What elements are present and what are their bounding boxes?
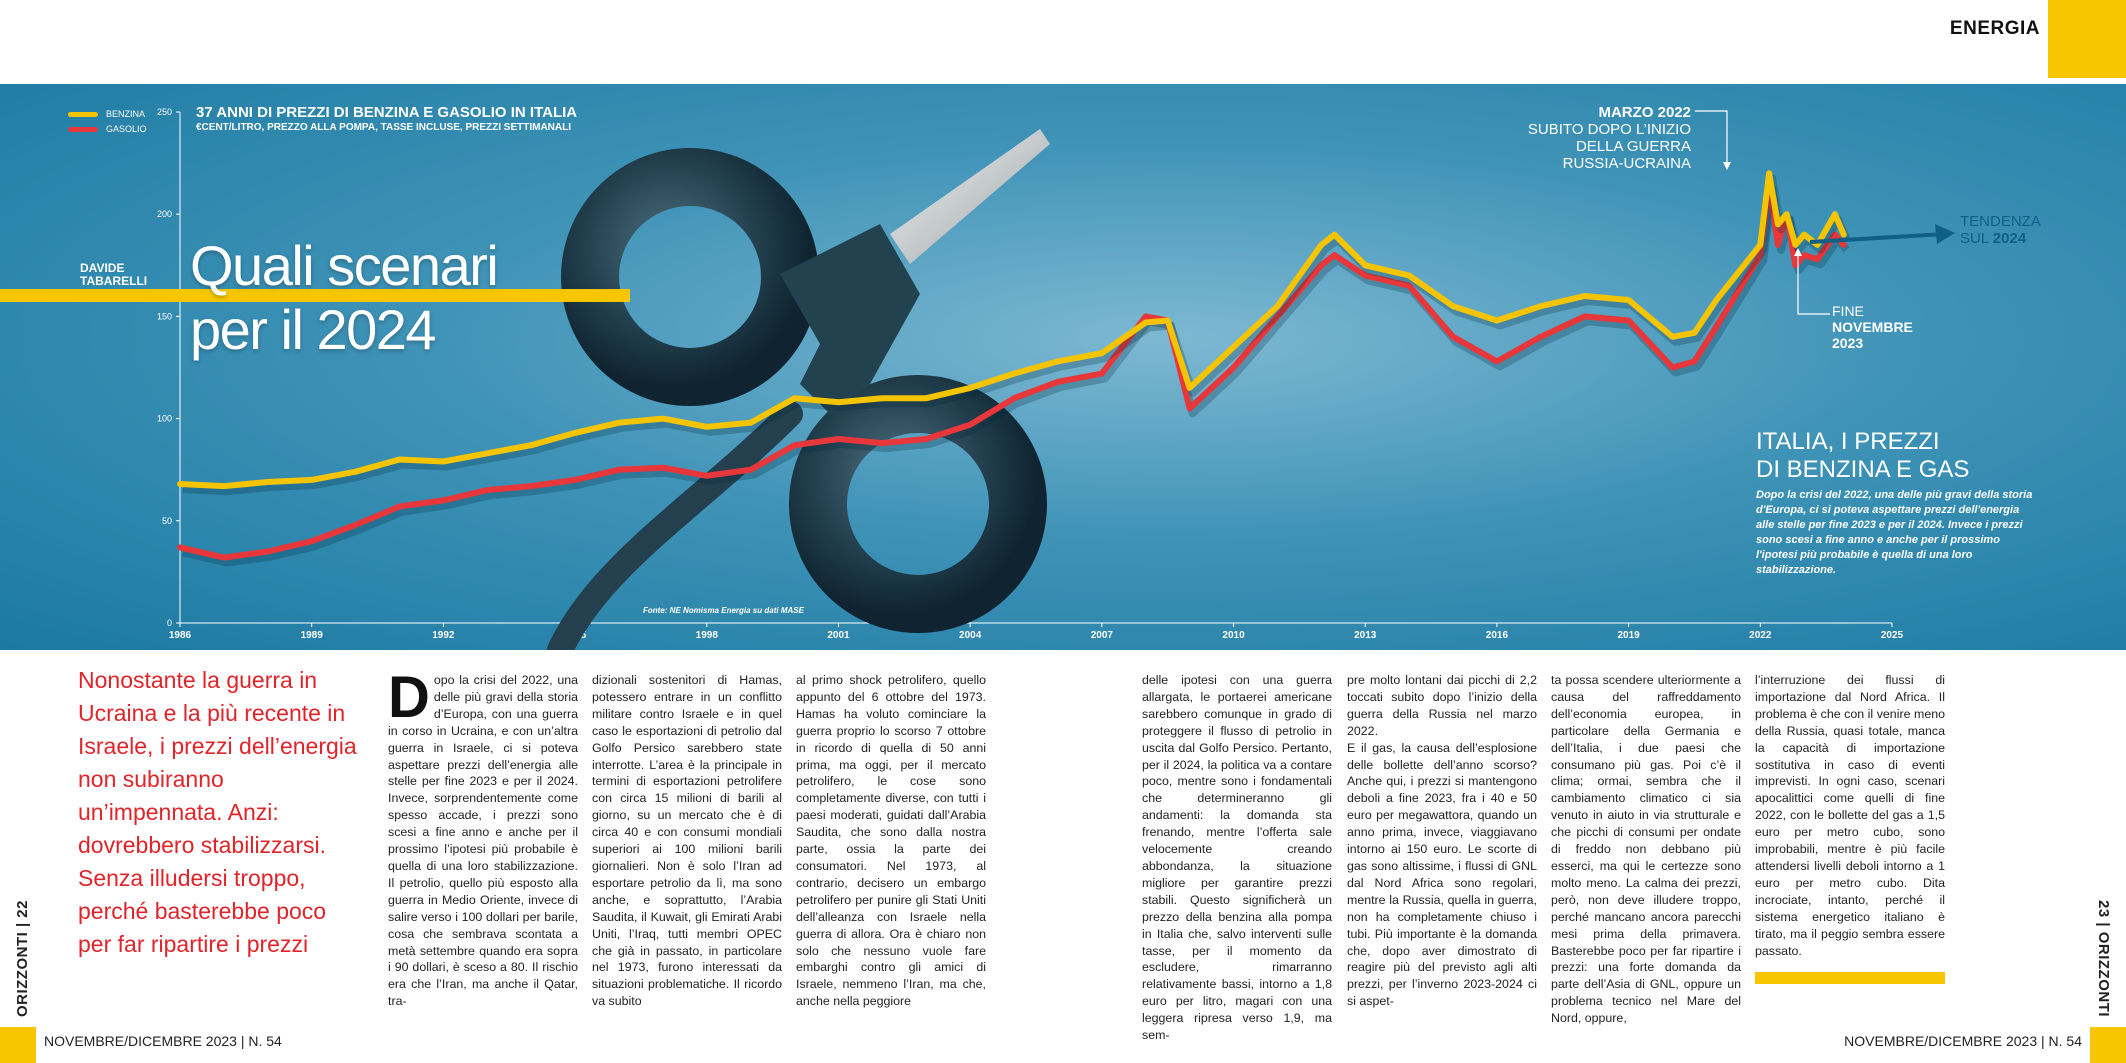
body-column-6: ta possa scendere ulteriormente a causa del raffreddamento dell’economia europea, in particolare della Germania e dell’Italia, i due paesi che consumano più gas. Poi c’è il clima; ormai, sembra che il cambiamento climatico ci sia venuto in aiuto in via strutturale e che picchi di consumi per ondate di freddo non debbano più esserci, ma qui le certezze sono molto meno. La calma dei prezzi, però, non deve illudere troppo, perché mancano ancora parecchi mesi prima della primavera. Basterebbe poco per far ripartire i prezzi: una forte domanda da parte dell’Asia di GNL, oppure un problema tecnico nel Mare del Nord, oppure, [1551, 673, 1741, 1026]
sidebar-text: Dopo la crisi del 2022, una delle più gravi della storia d'Europa, ci si poteva aspettare prezzi dell'energia alle stelle per fine 2023 e per il 2024. Invece i prezzi sono scesi a fine anno e anche per il prossimo l'ipotesi più probabile è quella di una loro stabilizzazione. [1756, 489, 2033, 576]
x-tick-label: 2016 [1485, 630, 1509, 641]
marzo-leader-line [1695, 111, 1727, 164]
annotation-fine-line-2: NOVEMBRE [1832, 319, 1913, 335]
body-column-4: delle ipotesi con una guerra allargata, le portaerei americane sarebbero comunque in grado di proteggere il flusso di petrolio in uscita dal Golfo Persico. Pertanto, per il 2024, la politica va a contare poco, mentre sono i fondamentali che determineranno gli andamenti: la domanda sta frenando, mentre l’offerta sale velocemente creando abbondanza, la situazione migliore per garantire prezzi stabili. Questo significherà un prezzo della benzina alla pompa in Italia che, salvo interventi sulle tasse, per il momento da escludere, rimarranno relativamente bassi, intorno a 1,8 euro per litro, magari con una leggera ripresa verso 1,9, ma sem- [1142, 673, 1332, 1043]
body-column-7: l’interruzione dei flussi di importazione dal Nord Africa. Il problema è che con il venire meno della Russia, quasi totale, manca la capacità di importazione sostitutiva in caso di eventi imprevisti. In ogni caso, scenari apocalittici come quelli di fine 2022, con le bollette del gas a 1,5 euro per metro cubo, sono improbabili, mentre è più facile attendersi livelli deboli intorno a 1 euro per metro cubo. Dita incrociate, intanto, perché il sistema energetico italiano è tirato, ma il peggio sembra essere passato. [1755, 673, 1945, 958]
x-tick-label: 1998 [695, 630, 718, 641]
annotation-fine-line-3: 2023 [1832, 335, 1864, 351]
legend-swatch-gasolio [68, 127, 98, 132]
x-tick-label: 2010 [1222, 630, 1245, 641]
section-label: ENERGIA [1949, 18, 2040, 39]
annotation-tendenza-line-1: TENDENZA [1960, 213, 2041, 230]
body-column-1-text: opo la crisi del 2022, una delle più gravi della storia d’Europa, con una guerra in corso in Ucraina, e con un’altra guerra in Israele, ci si poteva aspettare prezzi dell’energia alle stelle per fine 2023 e per il 2024. Invece, sorprendentemente come spesso accade, i prezzi sono scesi a fine anno e anche per il prossimo l’ipotesi più probabile è quella di una loro stabilizzazione. Il petrolio, quello più esposto alla guerra in Medio Oriente, invece di salire verso i 100 dollari per barile, cosa che sembrava scontata a metà settembre quando era sopra i 90 dollari, è sceso a 80. Il rischio era che l’Iran, ma anche il Qatar, tra- [388, 673, 578, 1009]
legend-item-benzina [68, 109, 145, 119]
x-tick-label: 2019 [1617, 630, 1640, 641]
annotation-tendenza-year: 2024 [1992, 230, 2027, 247]
tyre-illustration-top [590, 177, 790, 377]
chart-source: Fonte: NE Nomisma Energia su dati MASE [643, 606, 804, 615]
column-end-bar [1755, 972, 1945, 984]
x-tick-label: 1986 [168, 630, 192, 641]
body-column-5: pre molto lontani dai picchi di 2,2 toccati subito dopo l’inizio della guerra della Russia nel marzo 2022. E il gas, la causa dell’esplosione delle bollette dell’anno scorso? Anche qui, i prezzi si mantengono deboli a fine 2023, fra i 40 e 50 euro per megawattora, quando un anno prima, invece, viaggiavano intorno ai 150 euro. Le scorte di gas sono altissime, i flussi di GNL dal Nord Africa sono regolari, mentre la Russia, quella in guerra, non ha completamente chiuso i tubi. Più importante è la domanda che, dopo aver dimostrato di reagire più del previsto agli alti prezzi, per l’inverno 2023-2024 ci si aspet- [1347, 673, 1537, 1009]
annotation-marzo-line-1: SUBITO DOPO L’INIZIO [1527, 121, 1691, 138]
y-tick-label: 100 [156, 413, 172, 424]
author-name: DAVIDE TABARELLI [80, 261, 148, 288]
lede-paragraph: Nonostante la guerra in Ucraina e la più recente in Israele, i prezzi dell’energia non subiranno un’impennata. Anzi: dovrebbero stabilizzarsi. Senza illudersi troppo, perché basterebbe poco per far ripartire i prezzi [78, 667, 357, 957]
y-tick-label: 50 [161, 515, 172, 526]
dropcap: D [388, 665, 430, 730]
x-tick-label: 2022 [1749, 630, 1772, 641]
footer-folio-right: NOVEMBRE/DICEMBRE 2023 | N. 54 [1844, 1033, 2082, 1049]
legend-item-gasolio [68, 124, 147, 134]
x-tick-label: 1992 [432, 630, 455, 641]
annotation-marzo-line-2: DELLA GUERRA [1575, 138, 1691, 155]
annotation-tendenza-line-2 [1960, 230, 2041, 247]
x-tick-label: 1995 [563, 630, 587, 641]
x-tick-label: 2001 [827, 630, 850, 641]
body-column-1 [388, 665, 578, 1010]
y-tick-label: 200 [156, 209, 172, 220]
annotation-marzo-title: MARZO 2022 [1598, 104, 1691, 121]
x-tick-label: 1989 [300, 630, 323, 641]
annotation-tendenza [1960, 213, 2041, 247]
x-tick-label: 2007 [1090, 630, 1113, 641]
footer-yellow-square-right [2090, 1027, 2126, 1063]
body-column-3: al primo shock petrolifero, quello appunto del 6 ottobre del 1973. Hamas ha voluto cominciare la guerra proprio lo scorso 7 ottobre in ricordo di quella di 50 anni prima, ma oggi, per il mercato petrolifero, le cose sono completamente diverse, con tutti i paesi moderati, guidati dall’Arabia Saudita, che sono dalla nostra parte, ossia la parte dei consumatori. Nel 1973, al contrario, decisero un embargo petrolifero per punire gli Stati Uniti dell’alleanza con Israele nella guerra di allora. Ora è chiaro non solo che nessuno vuole fare embarghi contro gli amici di Israele, nemmeno l’Iran, ma che, anche nella peggiore [796, 673, 986, 1009]
footer-yellow-square-left [0, 1027, 36, 1063]
legend-swatch-benzina [68, 112, 98, 117]
annotation-tendenza-sul: SUL [1960, 230, 1989, 247]
annotation-fine-line-1: FINE [1832, 303, 1864, 319]
side-folio-right: 23 | ORIZZONTI [2095, 899, 2112, 1017]
sidebar-title: ITALIA, I PREZZI DI BENZINA E GAS [1756, 428, 1970, 483]
y-tick-label: 0 [166, 618, 172, 628]
chart-subtitle: €CENT/LITRO, PREZZO ALLA POMPA, TASSE INCLUSE, PREZZI SETTIMANALI [196, 122, 572, 133]
annotation-marzo-line-3: RUSSIA-UCRAINA [1562, 155, 1691, 172]
annotation-marzo-2022 [1528, 104, 1691, 172]
y-tick-label: 150 [156, 311, 172, 322]
header-yellow-block [2048, 0, 2126, 78]
legend-label-gasolio: GASOLIO [106, 124, 147, 134]
chart-title: 37 ANNI DI PREZZI DI BENZINA E GASOLIO IN ITALIA [196, 104, 578, 121]
x-tick-label: 2004 [959, 630, 982, 641]
side-folio-left: ORIZZONTI | 22 [14, 899, 31, 1017]
tyre-illustration-bottom [818, 404, 1018, 604]
footer-folio-left: NOVEMBRE/DICEMBRE 2023 | N. 54 [44, 1033, 282, 1049]
annotation-fine-novembre [1832, 303, 1913, 351]
body-column-2: dizionali sostenitori di Hamas, potessero entrare in un conflitto militare contro Israele e in quel caso le esportazioni di petrolio dal Golfo Persico sarebbero state interrotte. L’area è la principale in termini di esportazioni petrolifere con circa 15 milioni di barili al giorno, su un mercato che è di circa 40 e con consumi mondiali superiori ai 100 milioni barili giornalieri. Non è solo l’Iran ad esportare petrolio da lì, ma sono anche, e soprattutto, l’Arabia Saudita, il Kuwait, gli Emirati Arabi Uniti, l’Iraq, tutti membri OPEC che già in passato, in particolare nel 1973, furono interessati da situazioni problematiche. Il ricordo va subito [592, 673, 782, 1009]
x-tick-label: 2013 [1354, 630, 1377, 641]
y-tick-label: 250 [156, 107, 172, 117]
article-title: Quali scenari per il 2024 [190, 234, 498, 361]
legend-label-benzina: BENZINA [106, 109, 146, 119]
x-tick-label: 2025 [1880, 630, 1904, 641]
